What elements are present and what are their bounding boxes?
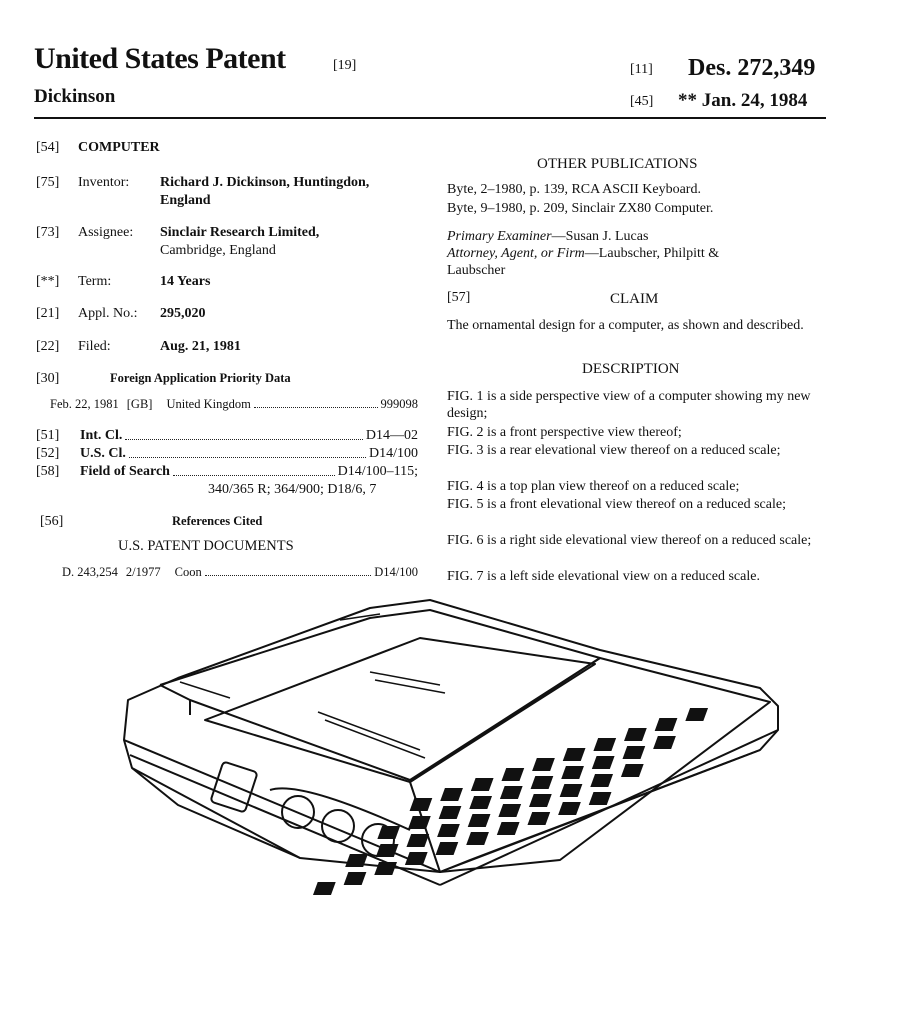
inventor-label: Inventor: xyxy=(78,175,130,190)
keyboard-key xyxy=(558,802,581,815)
foreign-country: United Kingdom xyxy=(166,397,251,411)
header-code-11: [11] xyxy=(630,62,653,77)
header-rule xyxy=(34,117,826,119)
keyboard-key xyxy=(653,736,676,749)
keyboard-key xyxy=(466,832,489,845)
header-code-45: [45] xyxy=(630,94,654,109)
uscl-label: U.S. Cl. xyxy=(80,446,126,461)
filed-value: Aug. 21, 1981 xyxy=(160,339,241,354)
keyboard-key xyxy=(593,738,616,751)
uscl-value: D14/100 xyxy=(369,446,418,461)
attorney-value2: Laubscher xyxy=(447,263,506,278)
publication-2: Byte, 9–1980, p. 209, Sinclair ZX80 Computer. xyxy=(447,201,714,216)
keyboard-key xyxy=(592,756,615,769)
filed-label: Filed: xyxy=(78,339,111,354)
keyboard-key xyxy=(532,758,555,771)
fig4-description: FIG. 4 is a top plan view thereof on a reduced scale; xyxy=(447,479,740,494)
uscl-row xyxy=(80,446,418,462)
patent-date: ** Jan. 24, 1984 xyxy=(678,90,808,111)
keyboard-key xyxy=(469,796,492,809)
inventor-code: [75] xyxy=(36,175,60,190)
term-label: Term: xyxy=(78,274,112,289)
ref-date: 2/1977 xyxy=(125,565,161,579)
ref-class: D14/100 xyxy=(374,565,418,579)
foreign-heading: Foreign Application Priority Data xyxy=(110,371,291,385)
keyboard-key xyxy=(685,708,708,721)
examiner-label: Primary Examiner xyxy=(447,229,552,244)
intcl-code: [51] xyxy=(36,428,60,443)
field-value1: D14/100–115; xyxy=(337,464,418,479)
reference-row xyxy=(62,565,418,580)
attorney-value: —Laubscher, Philpitt & xyxy=(584,246,720,261)
keyboard-key xyxy=(497,822,520,835)
keyboard-key xyxy=(621,764,644,777)
header-code-19: [19] xyxy=(333,58,357,73)
keyboard-key xyxy=(624,728,647,741)
field-value2: 340/365 R; 364/900; D18/6, 7 xyxy=(208,482,377,497)
intcl-value: D14—02 xyxy=(365,428,418,443)
other-publications-heading: OTHER PUBLICATIONS xyxy=(537,156,698,172)
field-row xyxy=(80,464,418,480)
computer-design-drawing xyxy=(0,590,915,990)
filed-code: [22] xyxy=(36,339,60,354)
keyboard-key xyxy=(563,748,586,761)
fig2-description: FIG. 2 is a front perspective view thereof; xyxy=(447,425,682,440)
publication-1: Byte, 2–1980, p. 139, RCA ASCII Keyboard. xyxy=(447,182,701,197)
assignee-line1: Sinclair Research Limited, xyxy=(160,225,320,240)
keyboard-key xyxy=(589,792,612,805)
keyboard-key xyxy=(439,806,462,819)
foreign-date: Feb. 22, 1981 xyxy=(50,397,119,411)
inventor-line1: Richard J. Dickinson, Huntingdon, xyxy=(160,175,370,190)
appl-value: 295,020 xyxy=(160,306,206,321)
claim-heading: CLAIM xyxy=(610,291,659,307)
uscl-code: [52] xyxy=(36,446,60,461)
appl-label: Appl. No.: xyxy=(78,306,138,321)
keyboard-key xyxy=(437,824,460,837)
appl-code: [21] xyxy=(36,306,60,321)
foreign-country-code: [GB] xyxy=(126,397,153,411)
keyboard-key xyxy=(440,788,463,801)
keyboard-key xyxy=(471,778,494,791)
intcl-row xyxy=(80,428,418,444)
field-label: Field of Search xyxy=(80,464,170,479)
keyboard-plate xyxy=(410,658,770,872)
keyboard-key xyxy=(313,882,336,895)
refs-subheading: U.S. PATENT DOCUMENTS xyxy=(118,538,294,554)
keyboard-key xyxy=(590,774,613,787)
fig3-description: FIG. 3 is a rear elevational view thereof on a reduced scale; xyxy=(447,443,781,458)
foreign-priority-row xyxy=(50,397,418,412)
invention-title: COMPUTER xyxy=(78,140,160,155)
fig1-description: FIG. 1 is a side perspective view of a computer showing my new design; xyxy=(447,389,811,421)
keyboard-key xyxy=(622,746,645,759)
examiner-line xyxy=(447,229,648,245)
keyboard-key xyxy=(500,786,523,799)
keyboard-key xyxy=(527,812,550,825)
keyboard-key xyxy=(410,798,433,811)
keyboard-key xyxy=(406,834,429,847)
keyboard-key xyxy=(531,776,554,789)
description-heading: DESCRIPTION xyxy=(582,361,680,377)
patent-header-title: United States Patent xyxy=(34,42,286,75)
title-code: [54] xyxy=(36,140,60,155)
claim-text: The ornamental design for a computer, as shown and described. xyxy=(447,318,804,333)
ref-name: Coon xyxy=(174,565,202,579)
keyboard-key xyxy=(560,784,583,797)
assignee-code: [73] xyxy=(36,225,60,240)
keyboard-key xyxy=(436,842,459,855)
foreign-number: 999098 xyxy=(380,397,418,411)
assignee-line2: Cambridge, England xyxy=(160,243,276,258)
inventor-line2: England xyxy=(160,193,211,208)
assignee-label: Assignee: xyxy=(78,225,134,240)
refs-code: [56] xyxy=(40,514,64,529)
term-code: [**] xyxy=(36,274,60,289)
keyboard-key xyxy=(561,766,584,779)
keyboard-key xyxy=(344,872,367,885)
examiner-value: —Susan J. Lucas xyxy=(551,229,649,244)
foreign-code: [30] xyxy=(36,371,60,386)
fig5-description: FIG. 5 is a front elevational view thereof on a reduced scale; xyxy=(447,497,786,512)
ref-number: D. 243,254 xyxy=(62,565,118,579)
fig6-description: FIG. 6 is a right side elevational view thereof on a reduced scale; xyxy=(447,533,812,548)
refs-heading: References Cited xyxy=(172,514,263,528)
fig7-description: FIG. 7 is a left side elevational view on a reduced scale. xyxy=(447,569,760,584)
claim-code: [57] xyxy=(447,290,471,305)
keyboard-key xyxy=(501,768,524,781)
keyboard-keys xyxy=(313,708,708,895)
keyboard-key xyxy=(468,814,491,827)
term-value: 14 Years xyxy=(160,274,211,289)
attorney-line xyxy=(447,246,719,262)
port-2 xyxy=(322,810,354,842)
keyboard-key xyxy=(655,718,678,731)
keyboard-key xyxy=(408,816,431,829)
keyboard-key xyxy=(374,862,397,875)
patent-number: Des. 272,349 xyxy=(688,55,816,81)
keyboard-key xyxy=(405,852,428,865)
field-code: [58] xyxy=(36,464,60,479)
keyboard-key xyxy=(529,794,552,807)
inventor-surname: Dickinson xyxy=(34,86,116,107)
intcl-label: Int. Cl. xyxy=(80,428,123,443)
attorney-label: Attorney, Agent, or Firm xyxy=(447,246,585,261)
keyboard-key xyxy=(377,826,400,839)
keyboard-key xyxy=(498,804,521,817)
